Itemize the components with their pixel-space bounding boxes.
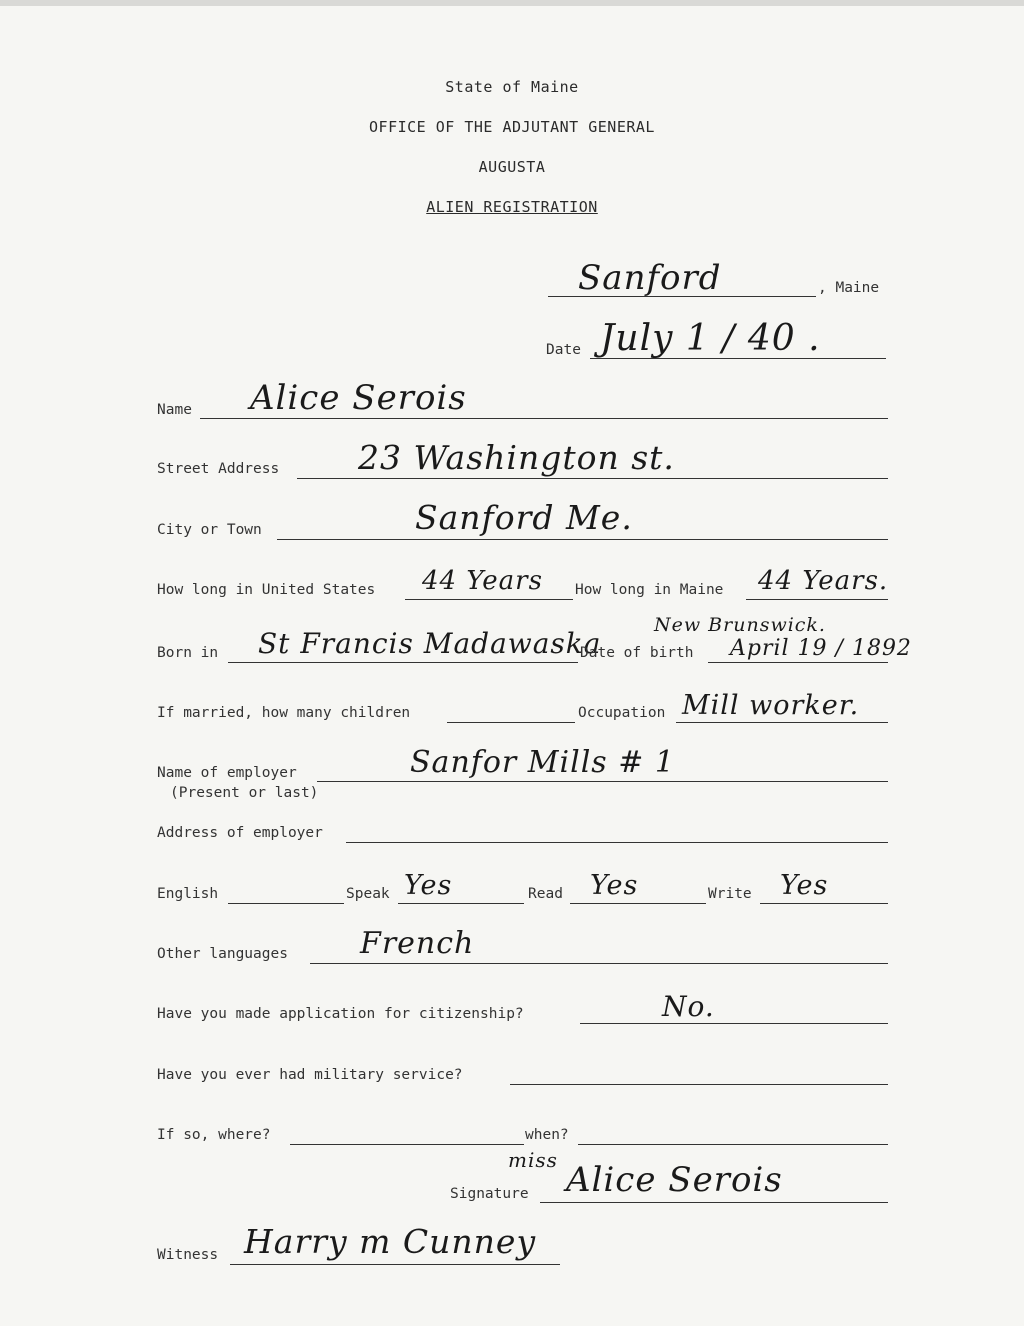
city-label: City or Town xyxy=(157,522,262,538)
how-long-us-value: 44 Years xyxy=(422,566,543,596)
where-line xyxy=(290,1144,524,1145)
read-line xyxy=(570,903,706,904)
scan-edge xyxy=(0,0,1024,6)
born-province-value: New Brunswick. xyxy=(654,614,826,636)
military-line xyxy=(510,1084,888,1085)
date-label: Date xyxy=(546,342,581,358)
read-value: Yes xyxy=(590,870,639,901)
employer-value: Sanfor Mills # 1 xyxy=(410,745,675,780)
dob-label: Date of birth xyxy=(580,645,694,661)
when-line xyxy=(578,1144,888,1145)
signature-line xyxy=(540,1202,888,1203)
employer-label: Name of employer xyxy=(157,765,297,781)
dob-line xyxy=(708,662,888,663)
witness-value: Harry m Cunney xyxy=(244,1222,537,1261)
citizenship-value: No. xyxy=(662,990,715,1023)
occupation-value: Mill worker. xyxy=(682,690,860,721)
header-title: ALIEN REGISTRATION xyxy=(426,198,598,216)
street-line xyxy=(297,478,888,479)
occupation-line xyxy=(676,722,888,723)
how-long-maine-label: How long in Maine xyxy=(575,582,724,598)
header-state: State of Maine xyxy=(445,78,579,96)
city-value: Sanford Me. xyxy=(415,498,633,537)
citizenship-line xyxy=(580,1023,888,1024)
children-label: If married, how many children xyxy=(157,705,411,721)
occupation-label: Occupation xyxy=(578,705,666,721)
where-label: If so, where? xyxy=(157,1127,271,1143)
name-value: Alice Serois xyxy=(250,378,467,418)
dob-value: April 19 / 1892 xyxy=(730,636,912,661)
witness-line xyxy=(230,1264,560,1265)
employer-address-line xyxy=(346,842,888,843)
children-line xyxy=(447,722,575,723)
how-long-maine-line xyxy=(746,599,888,600)
street-value: 23 Washington st. xyxy=(358,438,675,477)
when-label: when? xyxy=(525,1127,569,1143)
header-office: OFFICE OF THE ADJUTANT GENERAL xyxy=(369,118,655,136)
name-label: Name xyxy=(157,402,192,418)
read-label: Read xyxy=(528,886,563,902)
city-line xyxy=(277,539,888,540)
how-long-us-label: How long in United States xyxy=(157,582,376,598)
born-in-value: St Francis Madawaska xyxy=(258,627,602,660)
citizenship-label: Have you made application for citizenship? xyxy=(157,1006,524,1022)
speak-value: Yes xyxy=(404,870,453,901)
write-label: Write xyxy=(708,886,752,902)
employer-line xyxy=(317,781,888,782)
employer-sub-label: (Present or last) xyxy=(170,785,319,801)
other-languages-label: Other languages xyxy=(157,946,288,962)
other-languages-line xyxy=(310,963,888,964)
signature-value: Alice Serois xyxy=(566,1160,783,1200)
speak-line xyxy=(398,903,524,904)
maine-label: , Maine xyxy=(818,280,880,296)
town-value: Sanford xyxy=(578,258,722,298)
english-label: English xyxy=(157,886,219,902)
write-value: Yes xyxy=(780,870,829,901)
how-long-maine-value: 44 Years. xyxy=(758,566,889,596)
date-value: July 1 / 40 . xyxy=(600,318,821,359)
born-in-line xyxy=(228,662,578,663)
write-line xyxy=(760,903,888,904)
born-in-label: Born in xyxy=(157,645,219,661)
employer-address-label: Address of employer xyxy=(157,825,323,841)
how-long-us-line xyxy=(405,599,573,600)
header-city: AUGUSTA xyxy=(478,158,546,176)
speak-label: Speak xyxy=(346,886,390,902)
other-languages-value: French xyxy=(360,926,475,961)
military-label: Have you ever had military service? xyxy=(157,1067,463,1083)
signature-prefix: miss xyxy=(508,1148,558,1172)
town-line xyxy=(548,296,816,297)
name-line xyxy=(200,418,888,419)
street-label: Street Address xyxy=(157,461,280,477)
signature-label: Signature xyxy=(450,1186,529,1202)
witness-label: Witness xyxy=(157,1247,219,1263)
english-line xyxy=(228,903,344,904)
